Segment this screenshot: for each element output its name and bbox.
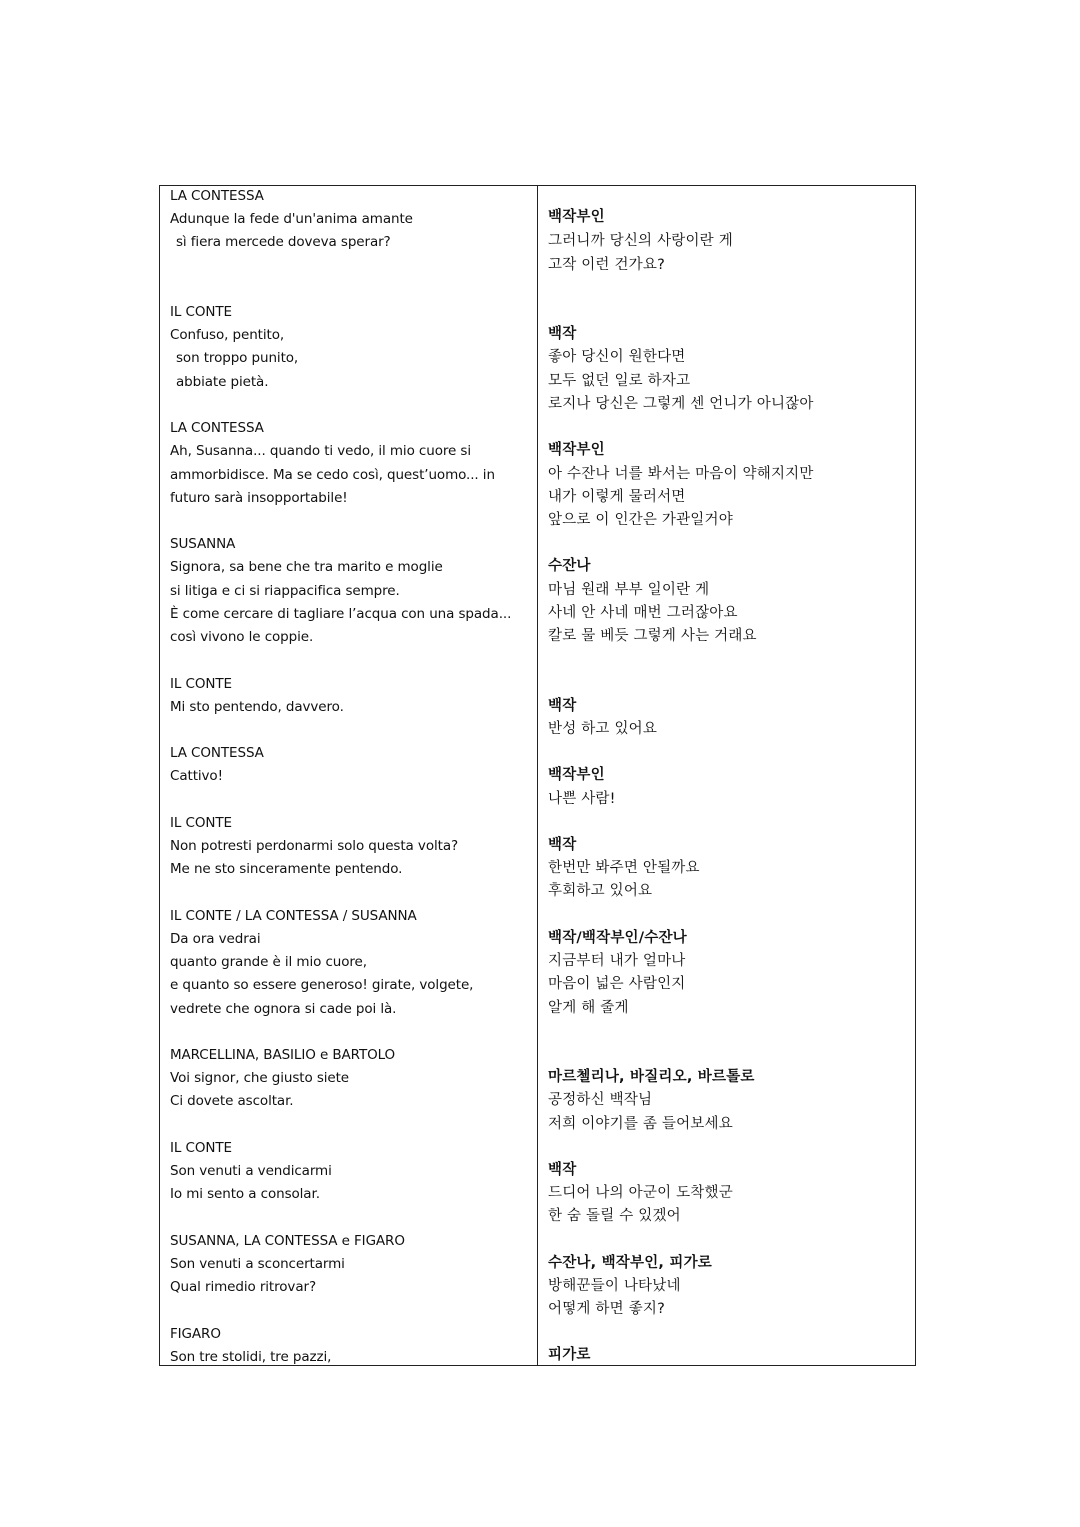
speaker-label: MARCELLINA, BASILIO e BARTOLO [170,1047,396,1063]
lyric-line: 저희 이야기를 좀 들어보세요 [548,1116,733,1132]
speaker-label: SUSANNA, LA CONTESSA e FIGARO [170,1233,405,1249]
speaker-label: 백작/백작부인/수잔나 [548,930,687,946]
lyric-line: Da ora vedrai [170,931,261,947]
speaker-label: 피가로 [548,1347,591,1363]
lyric-line: sì fiera mercede doveva sperar? [176,234,391,250]
lyric-line: 한번만 봐주면 안될까요 [548,860,700,876]
lyric-line: 한 숨 돌릴 수 있겠어 [548,1208,681,1224]
lyric-line: Io mi sento a consolar. [170,1186,320,1202]
lyric-line: si litiga e ci si riappacifica sempre. [170,583,400,599]
speaker-label: FIGARO [170,1326,221,1342]
lyric-line: 칼로 물 베듯 그렇게 사는 거래요 [548,628,757,644]
speaker-label: 수잔나, 백작부인, 피가로 [548,1255,712,1271]
lyric-line: Mi sto pentendo, davvero. [170,699,344,715]
lyric-line: Ci dovete ascoltar. [170,1093,294,1109]
speaker-label: 백작 [548,1162,577,1178]
lyric-line: quanto grande è il mio cuore, [170,954,367,970]
lyric-line: abbiate pietà. [176,374,269,390]
lyric-line: 아 수잔나 너를 봐서는 마음이 약해지지만 [548,466,814,482]
lyric-line: Ah, Susanna... quando ti vedo, il mio cuore si [170,443,471,459]
lyric-line: Adunque la fede d'un'anima amante [170,211,413,227]
speaker-label: IL CONTE [170,815,232,831]
lyric-line: vedrete che ognora si cade poi là. [170,1001,397,1017]
speaker-label: 백작 [548,698,577,714]
lyric-line: 앞으로 이 인간은 가관일거야 [548,512,733,528]
lyric-line: Son venuti a sconcertarmi [170,1256,345,1272]
lyric-line: 드디어 나의 아군이 도착했군 [548,1185,733,1201]
lyric-line: 마님 원래 부부 일이란 게 [548,582,710,598]
lyric-line: Me ne sto sinceramente pentendo. [170,861,403,877]
lyric-line: È come cercare di tagliare l’acqua con una spada... [170,606,512,622]
korean-column [538,186,915,1365]
lyric-line: 지금부터 내가 얼마나 [548,953,686,969]
lyric-line: 방해꾼들이 나타났네 [548,1278,681,1294]
speaker-label: IL CONTE [170,304,232,320]
lyric-line: Non potresti perdonarmi solo questa volta? [170,838,459,854]
speaker-label: 백작부인 [548,209,605,225]
lyric-line: 로지나 당신은 그렇게 센 언니가 아니잖아 [548,396,814,412]
lyric-line: così vivono le coppie. [170,629,314,645]
lyric-line: 후회하고 있어요 [548,883,653,899]
speaker-label: LA CONTESSA [170,420,264,436]
speaker-label: LA CONTESSA [170,745,264,761]
lyric-line: 어떻게 하면 좋지? [548,1301,665,1317]
libretto-table [159,185,916,1366]
lyric-line: 마음이 넓은 사람인지 [548,976,686,992]
lyric-line: Voi signor, che giusto siete [170,1070,350,1086]
lyric-line: 나쁜 사람! [548,791,616,807]
lyric-line: 사네 안 사네 매번 그러잖아요 [548,605,738,621]
speaker-label: 백작 [548,837,577,853]
lyric-line: son troppo punito, [176,350,299,366]
speaker-label: 백작부인 [548,767,605,783]
speaker-label: SUSANNA [170,536,236,552]
lyric-line: Cattivo! [170,768,223,784]
lyric-line: Signora, sa bene che tra marito e moglie [170,559,443,575]
italian-column [160,186,538,1365]
speaker-label: LA CONTESSA [170,188,264,204]
speaker-label: 백작 [548,326,577,342]
lyric-line: 고작 이런 건가요? [548,257,665,273]
lyric-line: Qual rimedio ritrovar? [170,1279,317,1295]
lyric-line: e quanto so essere generoso! girate, volgete, [170,977,474,993]
speaker-label: IL CONTE / LA CONTESSA / SUSANNA [170,908,417,924]
lyric-line: 내가 이렇게 물러서면 [548,489,686,505]
speaker-label: 수잔나 [548,558,591,574]
lyric-line: 반성 하고 있어요 [548,721,658,737]
lyric-line: 공정하신 백작님 [548,1092,653,1108]
speaker-label: IL CONTE [170,676,232,692]
speaker-label: 백작부인 [548,442,605,458]
lyric-line: Confuso, pentito, [170,327,285,343]
lyric-line: 알게 해 줄게 [548,1000,629,1016]
lyric-line: Son tre stolidi, tre pazzi, [170,1349,332,1365]
speaker-label: 마르첼리나, 바질리오, 바르톨로 [548,1069,755,1085]
lyric-line: 모두 없던 일로 하자고 [548,373,691,389]
lyric-line: ammorbidisce. Ma se cedo così, quest’uomo... in [170,467,495,483]
speaker-label: IL CONTE [170,1140,232,1156]
lyric-line: 그러니까 당신의 사랑이란 게 [548,233,733,249]
lyric-line: Son venuti a vendicarmi [170,1163,332,1179]
lyric-line: 좋아 당신이 원한다면 [548,349,686,365]
lyric-line: futuro sarà insopportabile! [170,490,348,506]
